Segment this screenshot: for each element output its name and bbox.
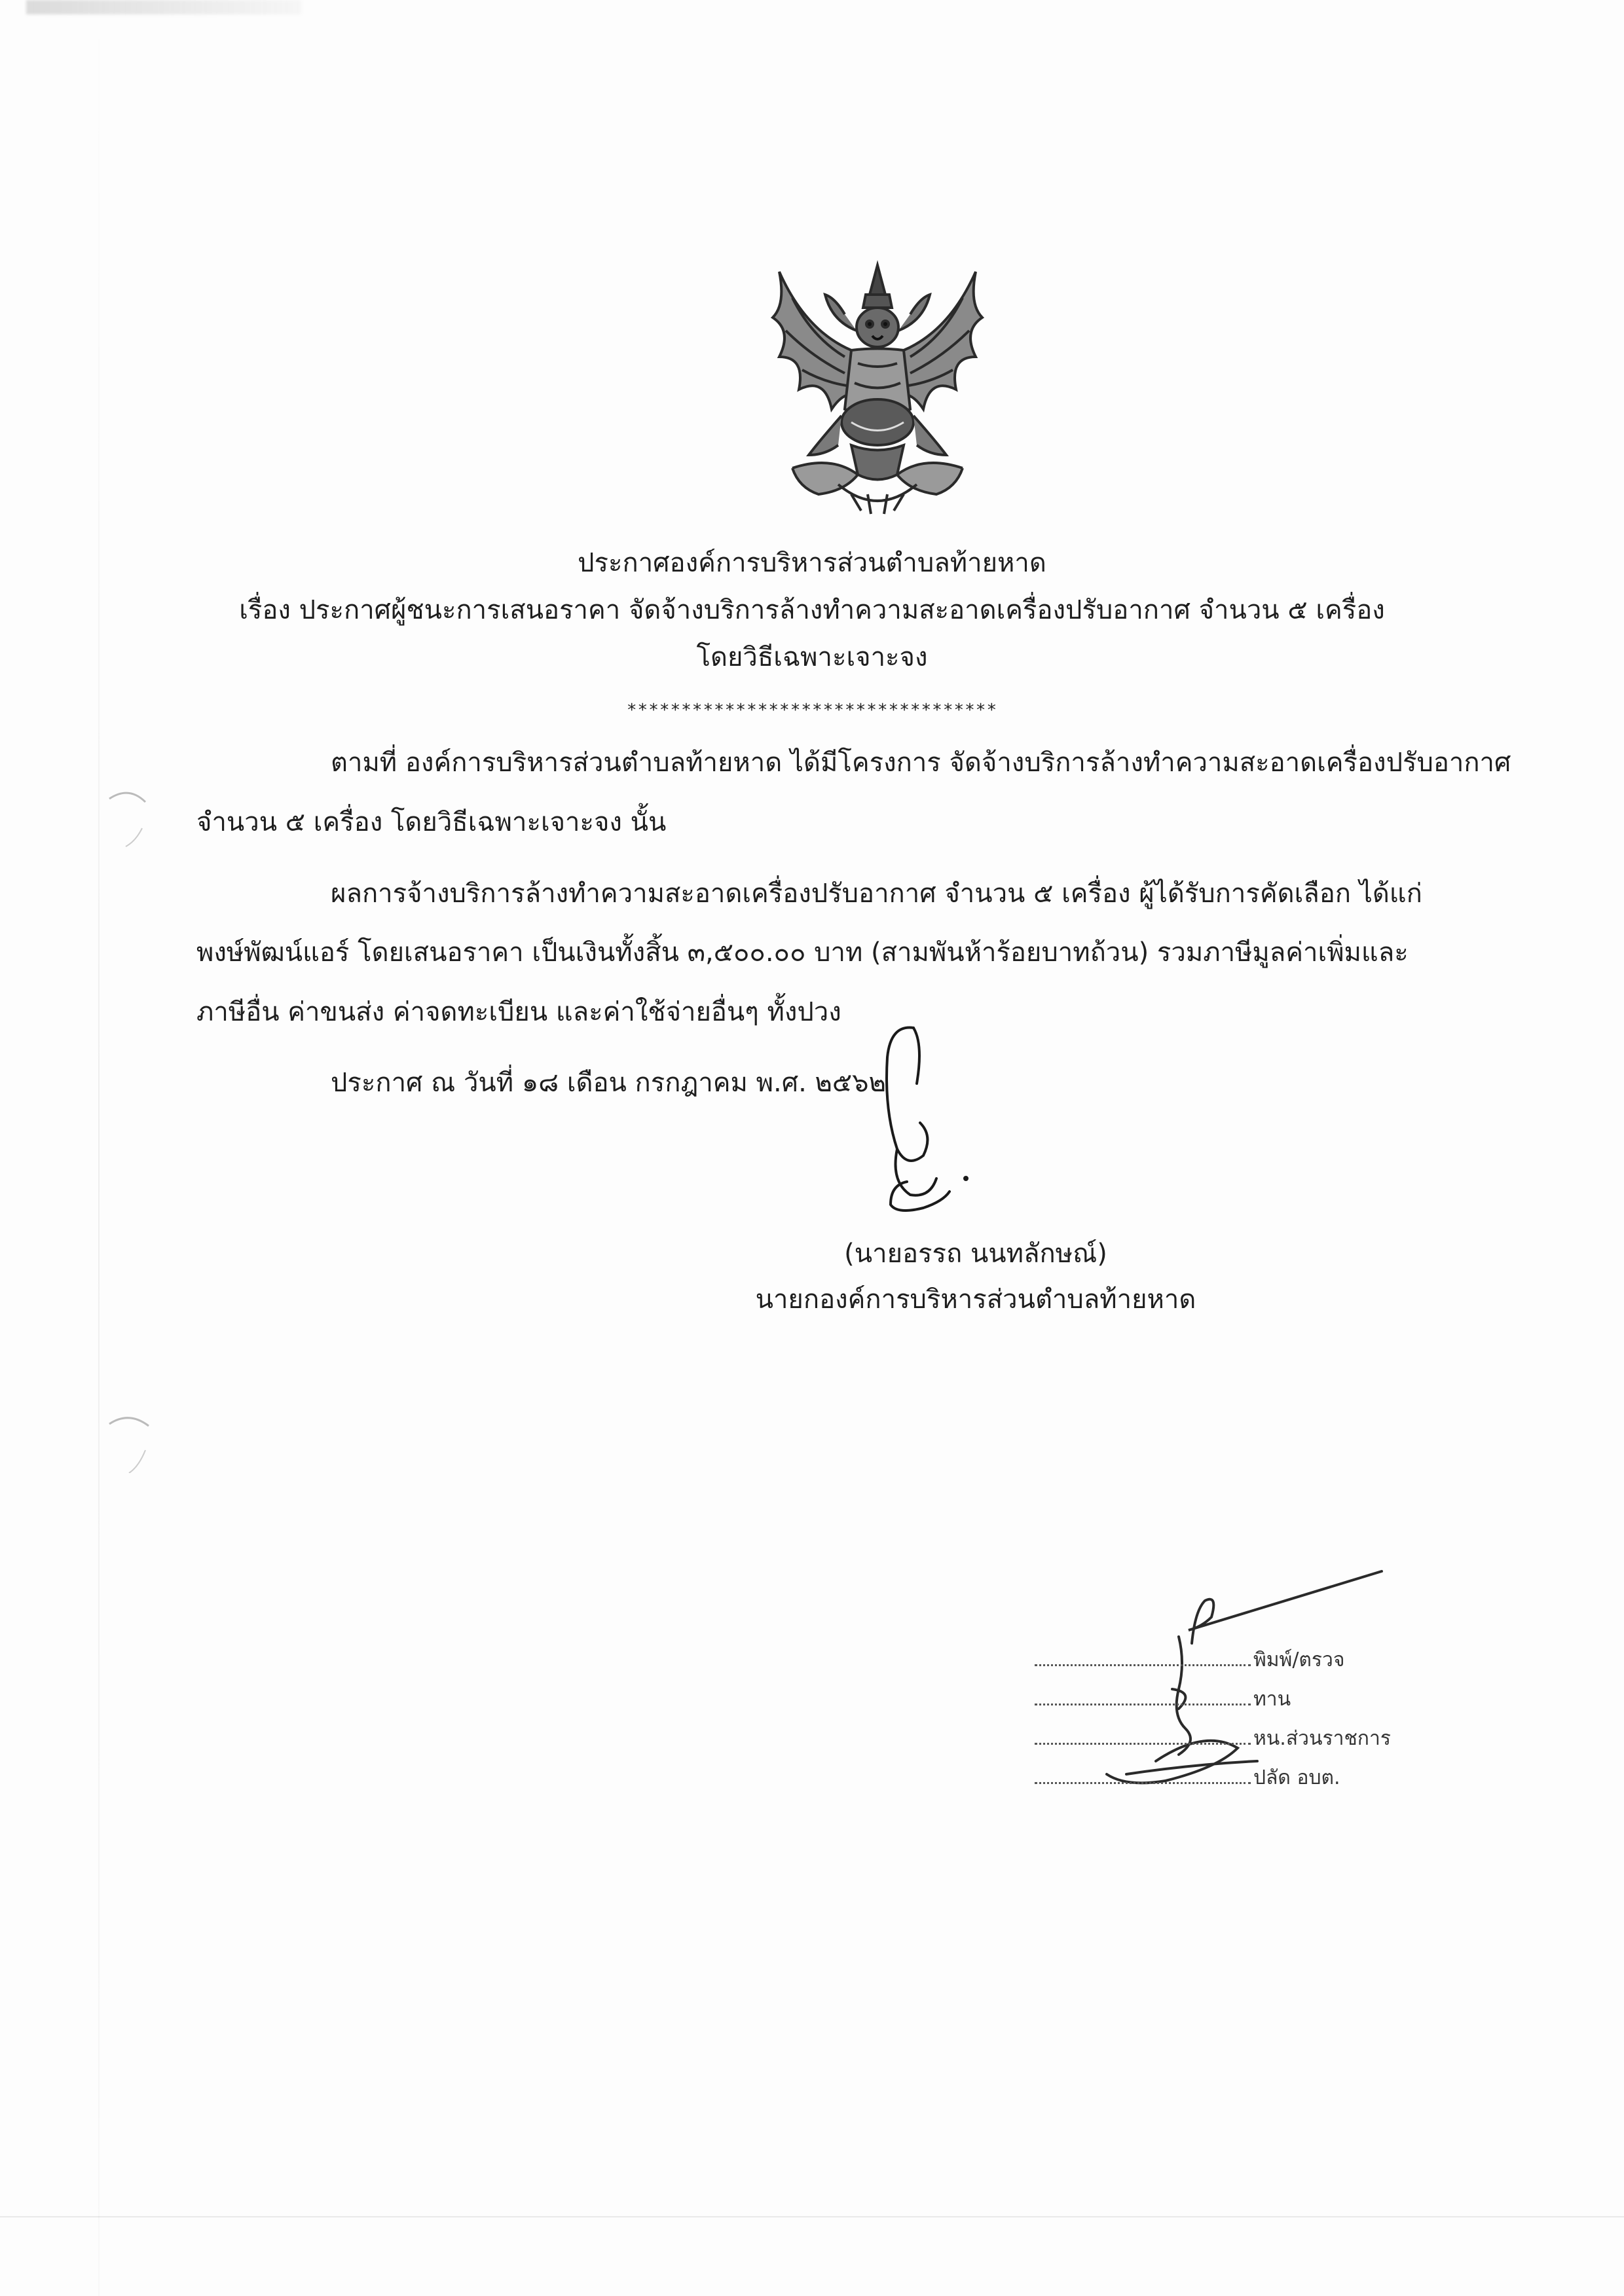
routing-dots — [1035, 1704, 1251, 1705]
routing-dots — [1035, 1743, 1251, 1745]
punch-hole-mark-top — [106, 789, 158, 848]
paragraph-2-line-2: พงษ์พัฒน์แอร์ โดยเสนอราคา เป็นเงินทั้งสิ้น ๓,๕๐๐.๐๐ บาท (สามพันห้าร้อยบาทถ้วน) รวมภาษีมูลค่าเพิ่มและ — [196, 938, 1409, 968]
paragraph-1-line-2: จำนวน ๕ เครื่อง โดยวิธีเฉพาะเจาะจง นั้น — [196, 807, 667, 837]
handwritten-signature — [851, 1018, 982, 1234]
routing-row-review — [1035, 1684, 1291, 1715]
scan-bottom-edge — [0, 2216, 1624, 2217]
scan-fold-line — [98, 0, 100, 2296]
routing-label: ปลัด อบต. — [1253, 1766, 1340, 1789]
routing-row-proofread — [1035, 1645, 1344, 1675]
scan-smudge — [26, 0, 301, 14]
routing-row-chief-administrator — [1035, 1762, 1340, 1793]
separator-line: ********************************** — [626, 701, 998, 720]
announcement-date: ประกาศ ณ วันที่ ๑๘ เดือน กรกฎาคม พ.ศ. ๒๕๖๒ — [331, 1068, 886, 1098]
subject-line: เรื่อง ประกาศผู้ชนะการเสนอราคา จัดจ้างบริการล้างทำความสะอาดเครื่องปรับอากาศ จำนวน ๕ เครื่อง — [239, 595, 1385, 625]
garuda-emblem-icon — [753, 259, 1002, 517]
paragraph-2-line-3: ภาษีอื่น ค่าขนส่ง ค่าจดทะเบียน และค่าใช้จ่ายอื่นๆ ทั้งปวง — [196, 997, 841, 1027]
routing-dots — [1035, 1782, 1251, 1784]
punch-hole-mark-bottom — [106, 1414, 158, 1473]
routing-label: หน.ส่วนราชการ — [1253, 1727, 1391, 1750]
routing-label: ทาน — [1253, 1688, 1291, 1711]
signatory-position: นายกองค์การบริหารส่วนตำบลท้ายหาด — [755, 1285, 1196, 1315]
paragraph-2-line-1: ผลการจ้างบริการล้างทำความสะอาดเครื่องปรับอากาศ จำนวน ๕ เครื่อง ผู้ได้รับการคัดเลือก ได้แก่ — [331, 879, 1422, 909]
routing-row-department-head — [1035, 1723, 1391, 1754]
announcement-title: ประกาศองค์การบริหารส่วนตำบลท้ายหาด — [578, 548, 1046, 578]
routing-dots — [1035, 1664, 1251, 1666]
paragraph-1-line-1: ตามที่ องค์การบริหารส่วนตำบลท้ายหาด ได้มีโครงการ จัดจ้างบริการล้างทำความสะอาดเครื่องปรับอากาศ — [331, 748, 1511, 778]
routing-label: พิมพ์/ตรวจ — [1253, 1649, 1345, 1671]
signatory-name: (นายอรรถ นนทลักษณ์) — [844, 1239, 1107, 1269]
method-line: โดยวิธีเฉพาะเจาะจง — [696, 642, 928, 672]
